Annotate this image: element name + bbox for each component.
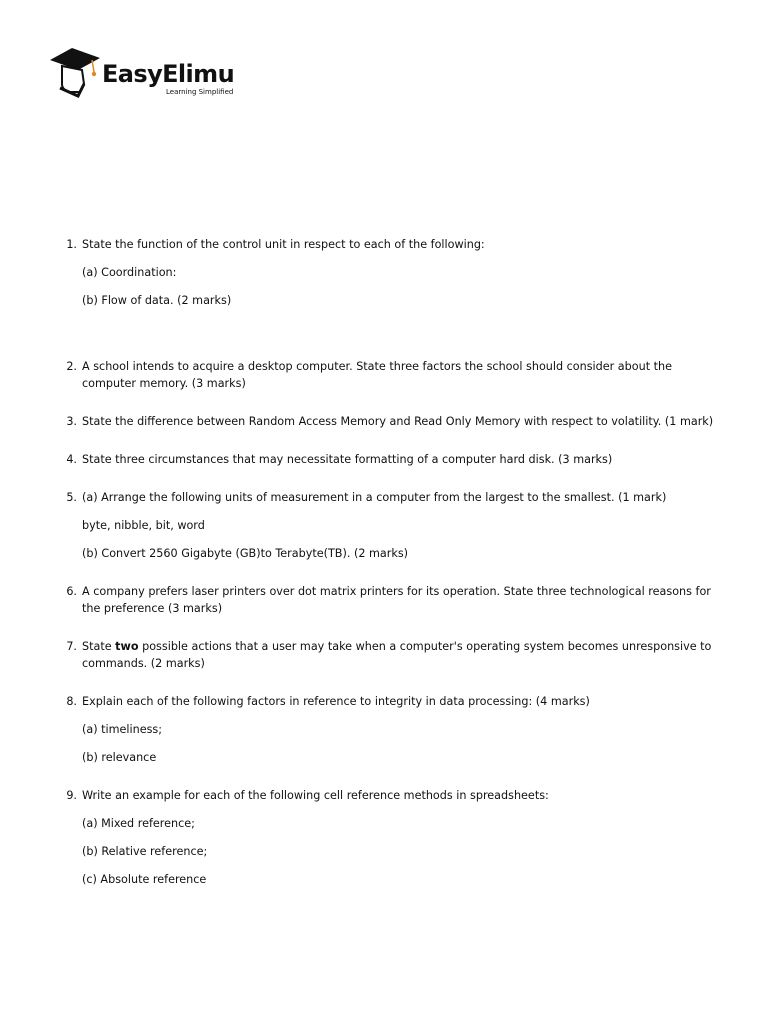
question-2	[60, 358, 724, 392]
question-4	[60, 451, 724, 468]
question-text: State the difference between Random Access Memory and Read Only Memory with respect to volatility. (1 mark)	[82, 415, 714, 428]
question-text: (a) Arrange the following units of measurement in a computer from the largest to the smallest. (1 mark)	[82, 491, 667, 504]
question-text: State the function of the control unit in respect to each of the following:	[82, 238, 485, 251]
question-part: (a) Coordination:	[82, 266, 177, 279]
question-part: (a) timeliness;	[82, 723, 163, 736]
question-number: 7.	[66, 640, 77, 653]
question-part: (b) Relative reference;	[82, 845, 208, 858]
question-9	[60, 787, 724, 888]
question-1	[60, 236, 724, 309]
question-text: Write an example for each of the following cell reference methods in spreadsheets:	[82, 789, 549, 802]
question-6	[60, 583, 724, 617]
brand-name: EasyElimu	[102, 60, 235, 88]
question-part: (c) Absolute reference	[82, 873, 207, 886]
question-5	[60, 489, 724, 562]
question-7	[60, 638, 724, 672]
brand-tagline: Learning Simplified	[166, 88, 234, 96]
question-number: 1.	[66, 238, 77, 251]
question-part: (b) relevance	[82, 751, 157, 764]
question-number: 4.	[66, 453, 77, 466]
question-part: (b) Flow of data. (2 marks)	[82, 294, 232, 307]
question-part: (a) Mixed reference;	[82, 817, 195, 830]
question-number: 9.	[66, 789, 77, 802]
question-3	[60, 413, 724, 430]
question-text: State three circumstances that may necessitate formatting of a computer hard disk. (3 marks)	[82, 453, 613, 466]
question-part: byte, nibble, bit, word	[82, 519, 205, 532]
question-text: Explain each of the following factors in reference to integrity in data processing: (4 marks)	[82, 695, 590, 708]
question-text	[82, 638, 724, 672]
question-text-emphasis: two	[115, 640, 139, 653]
graduate-cap-icon	[48, 44, 108, 100]
question-number: 5.	[66, 491, 77, 504]
question-text: A school intends to acquire a desktop computer. State three factors the school should consider about the computer memory. (3 marks)	[82, 360, 672, 390]
easyelimu-logo	[48, 44, 248, 100]
question-number: 2.	[66, 360, 77, 373]
question-text-start: State	[82, 640, 116, 653]
question-text: A company prefers laser printers over dot matrix printers for its operation. State three technological reasons for the preference (3 marks)	[82, 585, 711, 615]
question-8	[60, 693, 724, 766]
question-number: 8.	[66, 695, 77, 708]
question-part: (b) Convert 2560 Gigabyte (GB)to Terabyte(TB). (2 marks)	[82, 547, 409, 560]
question-number: 6.	[66, 585, 77, 598]
question-list	[60, 236, 724, 909]
question-text-end: possible actions that a user may take when a computer's operating system becomes unresponsive to commands. (2 marks)	[82, 640, 712, 670]
question-number: 3.	[66, 415, 77, 428]
